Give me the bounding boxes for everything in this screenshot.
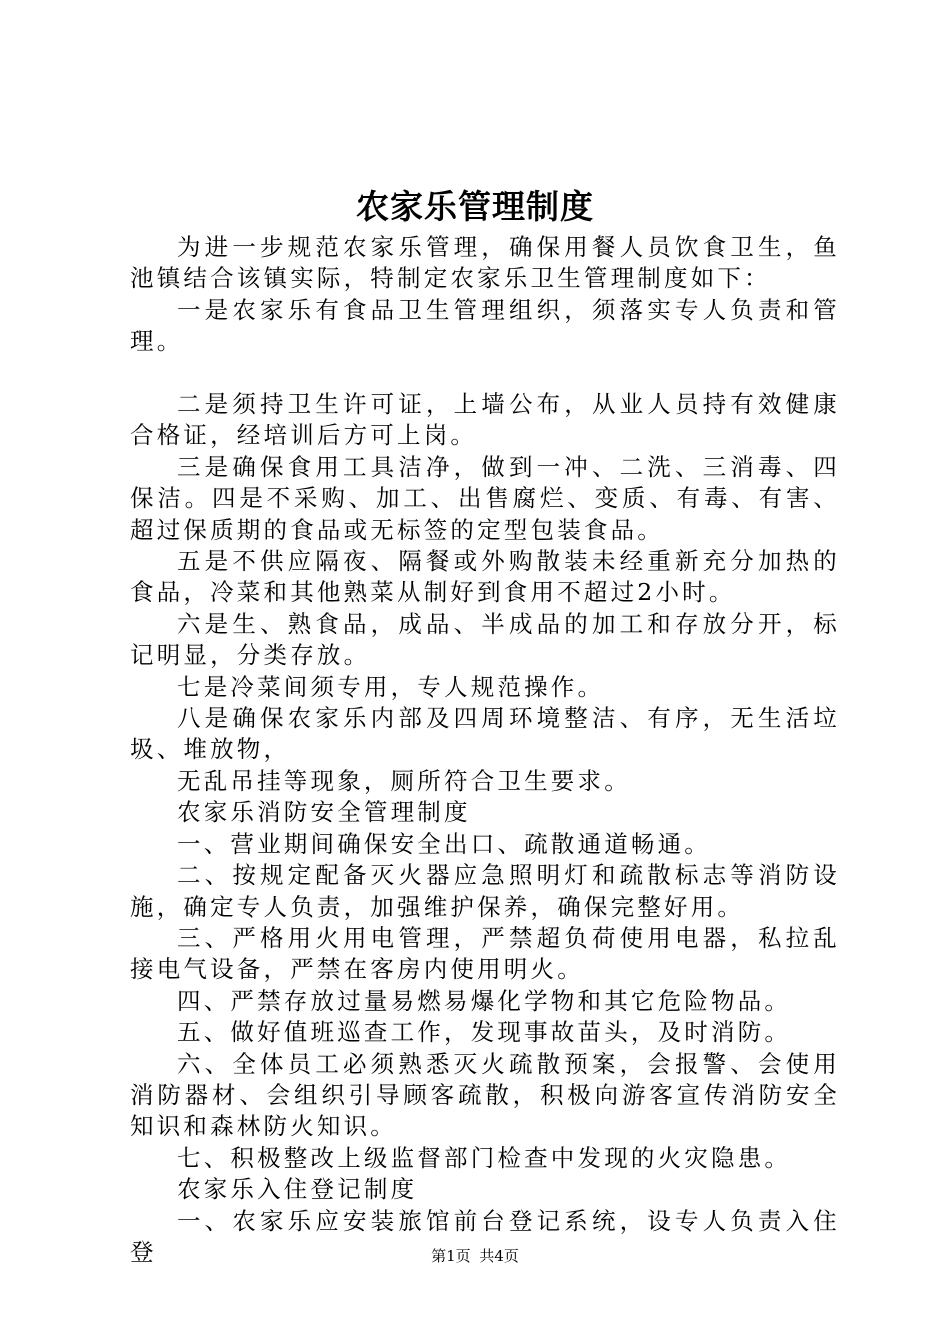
page-number: 第1页 xyxy=(431,1247,471,1265)
section-heading-check-in: 农家乐入住登记制度 xyxy=(177,1175,418,1204)
document-body xyxy=(130,232,840,1268)
section-heading-fire-safety: 农家乐消防安全管理制度 xyxy=(177,798,471,827)
paragraph-item-2: 二是须持卫生许可证，上墙公布，从业人员持有效健康合格证，经培训后方可上岗。 xyxy=(130,390,840,450)
page-total: 共4页 xyxy=(479,1247,519,1265)
paragraph-fire-4: 四、严禁存放过量易燃易爆化学物和其它危险物品。 xyxy=(177,986,792,1015)
paragraph-item-5: 五是不供应隔夜、隔餐或外购散装未经重新充分加热的食品，冷菜和其他熟菜从制好到食用不超过2小时。 xyxy=(130,547,840,607)
paragraph-item-8: 八是确保农家乐内部及四周环境整洁、有序，无生活垃圾、堆放物， xyxy=(130,704,840,764)
paragraph-fire-1: 一、营业期间确保安全出口、疏散通道畅通。 xyxy=(177,829,711,858)
paragraph-fire-2: 二、按规定配备灭火器应急照明灯和疏散标志等消防设施，确定专人负责，加强维护保养，确保完整好用。 xyxy=(130,861,840,921)
paragraph-item-6: 六是生、熟食品，成品、半成品的加工和存放分开，标记明显，分类存放。 xyxy=(130,609,840,670)
paragraph-item-1: 一是农家乐有食品卫生管理组织，须落实专人负责和管理。 xyxy=(130,295,840,356)
paragraph-intro: 为进一步规范农家乐管理，确保用餐人员饮食卫生，鱼池镇结合该镇实际，特制定农家乐卫生管理制度如下： xyxy=(130,233,840,293)
paragraph-fire-7: 七、积极整改上级监督部门检查中发现的火灾隐患。 xyxy=(177,1143,792,1172)
paragraph-fire-3: 三、严格用火用电管理，严禁超负荷使用电器，私拉乱接电气设备，严禁在客房内使用明火。 xyxy=(130,923,840,984)
paragraph-item-8-cont: 无乱吊挂等现象，厕所符合卫生要求。 xyxy=(177,766,631,795)
paragraph-item-7: 七是冷菜间须专用，专人规范操作。 xyxy=(177,672,605,701)
paragraph-fire-6: 六、全体员工必须熟悉灭火疏散预案，会报警、会使用消防器材、会组织引导顾客疏散，积极向游客宣传消防安全知识和森林防火知识。 xyxy=(130,1049,840,1141)
paragraph-item-3-4: 三是确保食用工具洁净，做到一冲、二洗、三消毒、四保洁。四是不采购、加工、出售腐烂、变质、有毒、有害、超过保质期的食品或无标签的定型包装食品。 xyxy=(130,452,840,544)
document-title: 农家乐管理制度 xyxy=(356,187,594,226)
page-footer xyxy=(0,1244,950,1268)
paragraph-checkin-1: 一、农家乐应安装旅馆前台登记系统，设专人负责入住登 xyxy=(130,1206,840,1266)
paragraph-fire-5: 五、做好值班巡查工作，发现事故苗头，及时消防。 xyxy=(177,1018,792,1047)
